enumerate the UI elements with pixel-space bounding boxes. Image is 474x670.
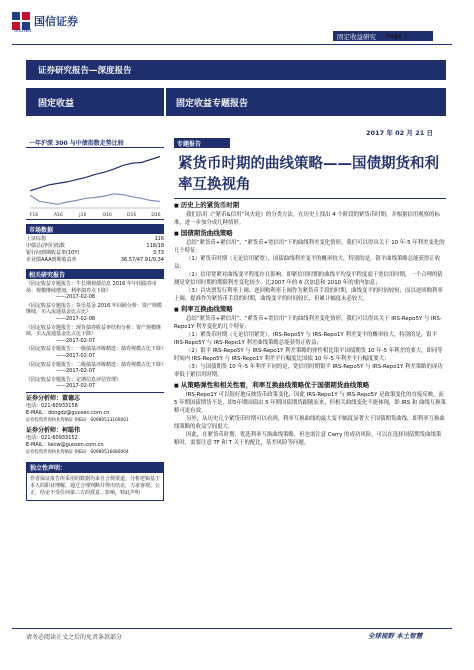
report-section	[174, 229, 446, 303]
sidebar	[26, 138, 167, 501]
report-tag: 专题报告	[174, 138, 230, 148]
related-report-date: ——2017-02-07	[56, 383, 96, 390]
related-report-title: 《固定收益专题报告：现货债券收益率结构分析：资产规模继续，买入流通基金比占比下降》	[26, 324, 162, 338]
market-row-label: 企业债AAA到期收益率	[26, 257, 77, 263]
disclaimer-text: 作者保证报告所采用的数据均来自合规渠道，分析逻辑基于本人的职业理解，通过合理判断并得出结论，力求客观、公正，结论不受任何第三方的授意、影响，特此声明	[30, 475, 161, 496]
market-data-table	[26, 234, 164, 266]
section-heading: ■ 利率互换曲线策略	[174, 305, 446, 315]
market-row	[26, 236, 164, 243]
analyst-cert: 证券投资咨询执业资格证书编码：S0980516080004	[26, 449, 129, 455]
report-section	[174, 305, 446, 379]
market-row-value: 118/18	[146, 243, 164, 249]
chart-x-tick-label: D16	[126, 213, 137, 218]
related-report-title: 《固定收益专题报告：定期信息评估管理》	[26, 376, 122, 383]
section-paragraph: （2）银平 IRS-Repo5Y 与 IRS-Repo1Y 利差策略的弹性相比银平国债期货 10 年-5 年利差的要大，即同等时间内 IRS-Repo5Y 与 IRS-Repo1Y 利差平行幅度比国债 10 年-5 年利差平行幅度要大；	[174, 348, 443, 362]
footer-disclaimer: 请务必阅读正文之后的免责条款部分	[26, 634, 123, 641]
analyst-name-line	[26, 395, 164, 403]
section-paragraph: （3）以央票发行利率上调、逆回购利率上调作为紧货币手段的时期，曲线变平的时间较短；而以逆回购利率上调、提准作为紧货币手段的时期，曲线变平的时间较长，但累计幅度未必较大。	[174, 288, 443, 302]
market-row-label: 银行间到期收益率(10Y)	[26, 250, 80, 256]
chart-x-tick-label: D16	[151, 213, 161, 218]
section-heading: ■ 从策略弹性和相关性看，利率互换曲线策略优于国债期货曲线策略	[174, 381, 446, 391]
analyst-email: E-MAIL：kecw@guosen.com.cn	[26, 441, 104, 448]
section-paragraph: 因此，在紧货币时期，优选利率互换曲线策略，但也需注意 Carry 的成功风险，可以在选择国债期货曲线策略时，需要注意 TF 和 T 关于的配比，基差风险等问题。	[174, 432, 442, 446]
market-row	[26, 243, 164, 250]
related-report-title: 《固定收益专题报告：货币基金 2016 年回顾分析：资产规模继续，买入流通基金比占比》	[26, 302, 162, 316]
independence-statement	[26, 462, 164, 501]
series-banner: 证券研究报告—深度报告	[26, 60, 446, 80]
category-label: 固定收益	[26, 88, 164, 116]
market-row-label: 上证综指	[26, 236, 47, 242]
report-section	[174, 381, 446, 447]
market-row-value: 3.73	[152, 250, 164, 256]
analyst-phone: 电话：021-60933152	[26, 434, 78, 441]
sub-category-label: 固定收益专题报告	[166, 88, 446, 116]
section-paragraph: 我们沿用《“紧币&信用”风火轮》的分类方法。在历史上找出 4 个阶段的紧货币时期，并根据信用观察的标准，进一步加分成几种情形。	[174, 212, 440, 226]
section-paragraph: （1）紧货币时期（无论信用紧宽），IRS-Repo5Y 与 IRS-Repo1Y 利差变平的概率较大，特别的是，银平 IRS-Repo5Y 与 IRS-Repo1Y 利差曲线策略总能获得正收益；	[174, 332, 438, 346]
chart-series-line	[30, 157, 160, 191]
section-heading: ■ 国债期货曲线策略	[174, 229, 446, 239]
header-divider	[12, 44, 452, 45]
related-report-title: 《固定收益专题报告：牛长期观债信息 2016 年中国债券市场：规模继续增加，利率债券点下降》	[26, 281, 157, 294]
brand-sub: GUOSEN	[14, 28, 32, 33]
analyst-card	[26, 427, 164, 456]
report-section	[174, 201, 446, 227]
related-report-date: ——2017-02-07	[56, 337, 96, 344]
page-number: Page 1	[386, 32, 408, 40]
related-heading: 相关研究报告	[26, 269, 164, 279]
market-row-label: 中债总(净价)指数	[26, 243, 65, 249]
analyst-card	[26, 395, 164, 424]
related-report-item	[26, 346, 167, 359]
analyst-name: 柯聪伟	[62, 426, 81, 434]
analyst-name-line	[26, 427, 164, 435]
chart-heading: 一年沪深 300 与中债指数走势比较	[26, 138, 164, 148]
disclaimer-heading: 独立性声明：	[27, 463, 163, 473]
section-paragraph: （2）信用宽紧对曲线变平程度存在影响，即紧信用时期的曲线平均变平程度弱于宽信用时期，一个合理的猜测是宽信用时期的期限利差变化较少，比2007 年的 6 次加息和 2010 年的重内加息；	[174, 272, 443, 286]
section-paragraph: （1）紧货币时期（无论信用紧宽），国债曲线利差变平的概率较大，特别的是，银平曲线策略总能获得正收益；	[174, 256, 441, 270]
analyst-cert: 证券投资咨询执业资格证书编码：S0980513100001	[26, 417, 129, 423]
analyst-role: 证券分析师：	[26, 426, 63, 434]
section-paragraph: 总结“紧货币+紧信用”、“紧货币+宽信用”下的曲线利差变化情形，我们可以得出关于 IRS-Repo5Y 与 IRS-Repo1Y 利差变化的几个特征：	[174, 316, 442, 330]
report-sections	[174, 201, 446, 447]
market-row	[26, 250, 164, 257]
related-report-date: ——2017-02-08	[56, 315, 96, 322]
chart-x-tick-label: A16	[53, 213, 63, 218]
market-heading: 市场数据	[26, 224, 164, 234]
related-report-date: ——2017-02-08	[56, 294, 96, 301]
analyst-name: 董德志	[62, 394, 81, 402]
analyst-phone: 电话：021-60933158	[26, 402, 78, 409]
related-report-item	[26, 325, 164, 345]
brand-logo	[12, 10, 122, 32]
title-divider	[174, 198, 446, 199]
related-report-item	[26, 281, 164, 301]
section-paragraph: （3）与国债期货 10 年-5 年利差不同的是，宽信用时期银平 IRS-Repo5Y 与 IRS-Repo1Y 利差策略的成功率低于紧信用时期。	[174, 364, 443, 378]
market-row-value: 116	[154, 236, 164, 242]
related-report-item	[26, 361, 167, 375]
analyst-email: E-MAIL：dongdz@guosen.com.cn	[26, 409, 110, 416]
related-report-item	[26, 377, 164, 390]
chart-x-tick-label: O16	[102, 213, 112, 218]
related-report-title: 《固定收益专题报告：二级债基评级精选：债券规模占比下降》	[26, 361, 167, 368]
chart-x-tick-label: J16	[79, 213, 87, 218]
analyst-role: 证券分析师：	[26, 394, 63, 402]
related-report-item	[26, 303, 164, 323]
section-heading: ■ 历史上的紧货币时期	[174, 201, 446, 211]
related-report-date: ——2017-02-07	[56, 368, 96, 375]
main-content	[174, 138, 446, 447]
report-date: 2017 年 02 月 21 日	[366, 129, 433, 137]
analysts	[26, 392, 164, 456]
index-chart	[26, 148, 164, 220]
related-report-date: ——2017-02-07	[56, 352, 96, 359]
report-title: 紧货币时期的曲线策略——国债期货和利率互换视角	[178, 156, 439, 193]
market-row-value: 36.57/47.91/0.34	[120, 257, 164, 263]
chart-x-tick-label: F16	[29, 213, 39, 218]
category-banner	[26, 88, 446, 116]
related-reports-list	[26, 279, 167, 390]
footer-divider	[12, 628, 452, 629]
chart-series-line	[30, 194, 160, 205]
footer-slogan: 全球视野 本土智慧	[368, 632, 423, 640]
doc-type-badge: 固定收益研究	[333, 31, 433, 41]
section-paragraph: 另外，从历史几个紧货币时期可以看到，利率互换曲线的最大变平幅度显著大于国债期货曲线，即利率互换曲线策略的收益空间更大。	[174, 416, 445, 430]
section-paragraph: IRS-Repo1Y 可以很好地反映货币政策变化，因此 IRS-Repo1Y 与 IRS-Repo5Y 是政策变化的直接反映，而 5 年期国债期货不是，即5年期国债由 5 年期国债期货跟随而来，但相关曲线变化不能体现，即 IRS 和 曲线互换策略可更有效。	[174, 392, 446, 414]
section-paragraph: 总结“紧货币+紧信用”、“紧货币+宽信用”下的曲线利差变化情形，我们可以得出关于 10 年-5 年利差变化的几个特征：	[174, 240, 445, 254]
related-report-title: 《固定收益专题报告：一级债基评级精选：债券规模占比下降》	[26, 346, 167, 353]
market-row	[26, 257, 164, 264]
index-chart-svg	[26, 148, 164, 220]
brand-name: 国信证券	[34, 15, 78, 28]
